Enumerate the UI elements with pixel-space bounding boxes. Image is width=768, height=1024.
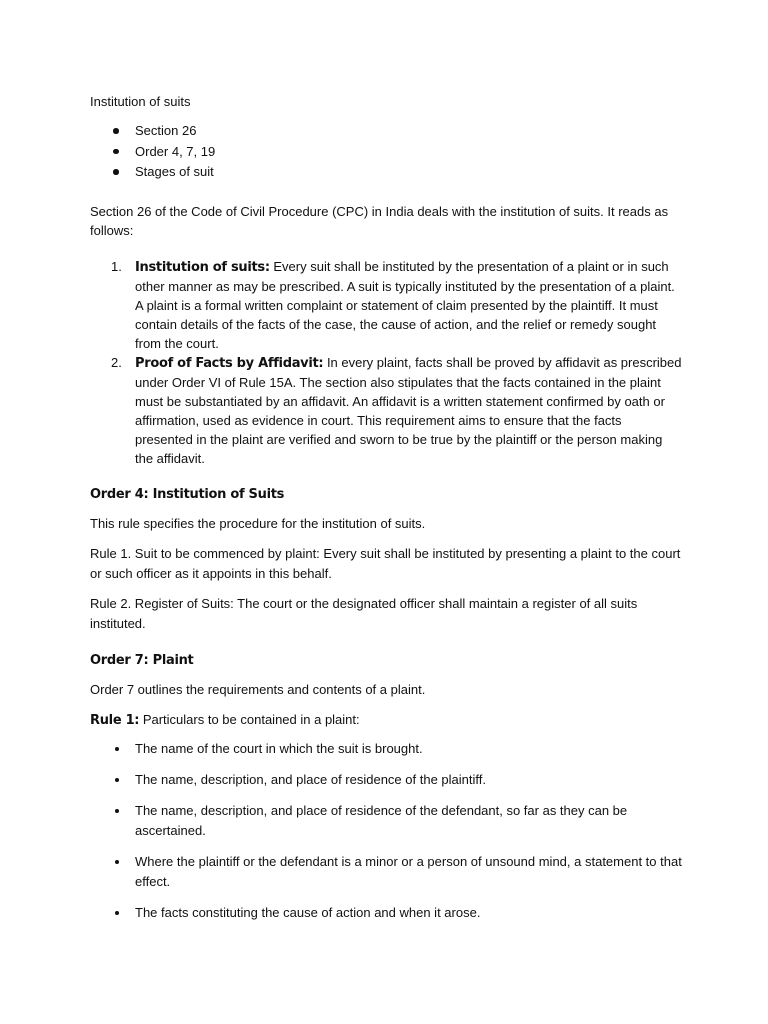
order7-intro: Order 7 outlines the requirements and contents of a plaint.: [90, 681, 426, 697]
item-heading: Institution of suits:: [135, 259, 270, 275]
order4-heading: Order 4: Institution of Suits: [90, 486, 285, 502]
list-item: Section 26: [90, 121, 682, 142]
list-item: The name of the court in which the suit is brought.: [90, 739, 682, 759]
item-text: In every plaint, facts shall be proved by affidavit as prescribed under Order VI of Rule 15A. The section also stipulates that the facts contained in the plaint must be substantiated by an affidavit. An affidavit is a written statement confirmed by oath or affirmation, used as evidence in court. This requirement aims to ensure that the facts presented in the plaint are verified and sworn to be true by the plaintiff or the person making the affidavit.: [135, 354, 682, 466]
item-heading: Proof of Facts by Affidavit:: [135, 355, 324, 371]
list-item: [90, 353, 682, 468]
order7-heading: Order 7: Plaint: [90, 652, 194, 668]
order4-rule2: Rule 2. Register of Suits: The court or the designated officer shall maintain a register of all suits instituted.: [90, 595, 638, 631]
topics-list: [90, 121, 682, 183]
list-item: The facts constituting the cause of action and when it arose.: [90, 903, 682, 923]
list-item: Where the plaintiff or the defendant is a minor or a person of unsound mind, a statement to that effect.: [90, 852, 682, 892]
rule1-text: Particulars to be contained in a plaint:: [139, 711, 360, 727]
list-item: The name, description, and place of residence of the plaintiff.: [90, 770, 682, 790]
list-item: Order 4, 7, 19: [90, 142, 682, 163]
item-number: 2.: [111, 354, 122, 370]
item-text: Every suit shall be instituted by the presentation of a plaint or in such other manner as may be prescribed. A suit is typically instituted by the presentation of a plaint. A plaint is a formal written complaint or statement of claim presented by the plaintiff. It must contain details of the facts of the case, the cause of action, and the relief or remedy sought from the court.: [135, 258, 675, 351]
particulars-list: [90, 739, 682, 923]
document-title: Institution of suits: [90, 94, 191, 109]
section26-list: [90, 257, 682, 468]
order4-rule1: Rule 1. Suit to be commenced by plaint: Every suit shall be instituted by presenting a plaint to the court or such officer as it appoints in this behalf.: [90, 545, 681, 581]
list-item: The name, description, and place of residence of the defendant, so far as they can be ascertained.: [90, 801, 682, 841]
document-page: [90, 92, 682, 934]
order7-rule1: [90, 710, 682, 731]
order4-intro: This rule specifies the procedure for the institution of suits.: [90, 515, 426, 531]
list-item: Stages of suit: [90, 162, 682, 183]
list-item: [90, 257, 682, 353]
rule1-label: Rule 1:: [90, 712, 140, 728]
item-number: 1.: [111, 258, 122, 274]
section26-intro: Section 26 of the Code of Civil Procedure (CPC) in India deals with the institution of suits. It reads as follows:: [90, 203, 669, 238]
